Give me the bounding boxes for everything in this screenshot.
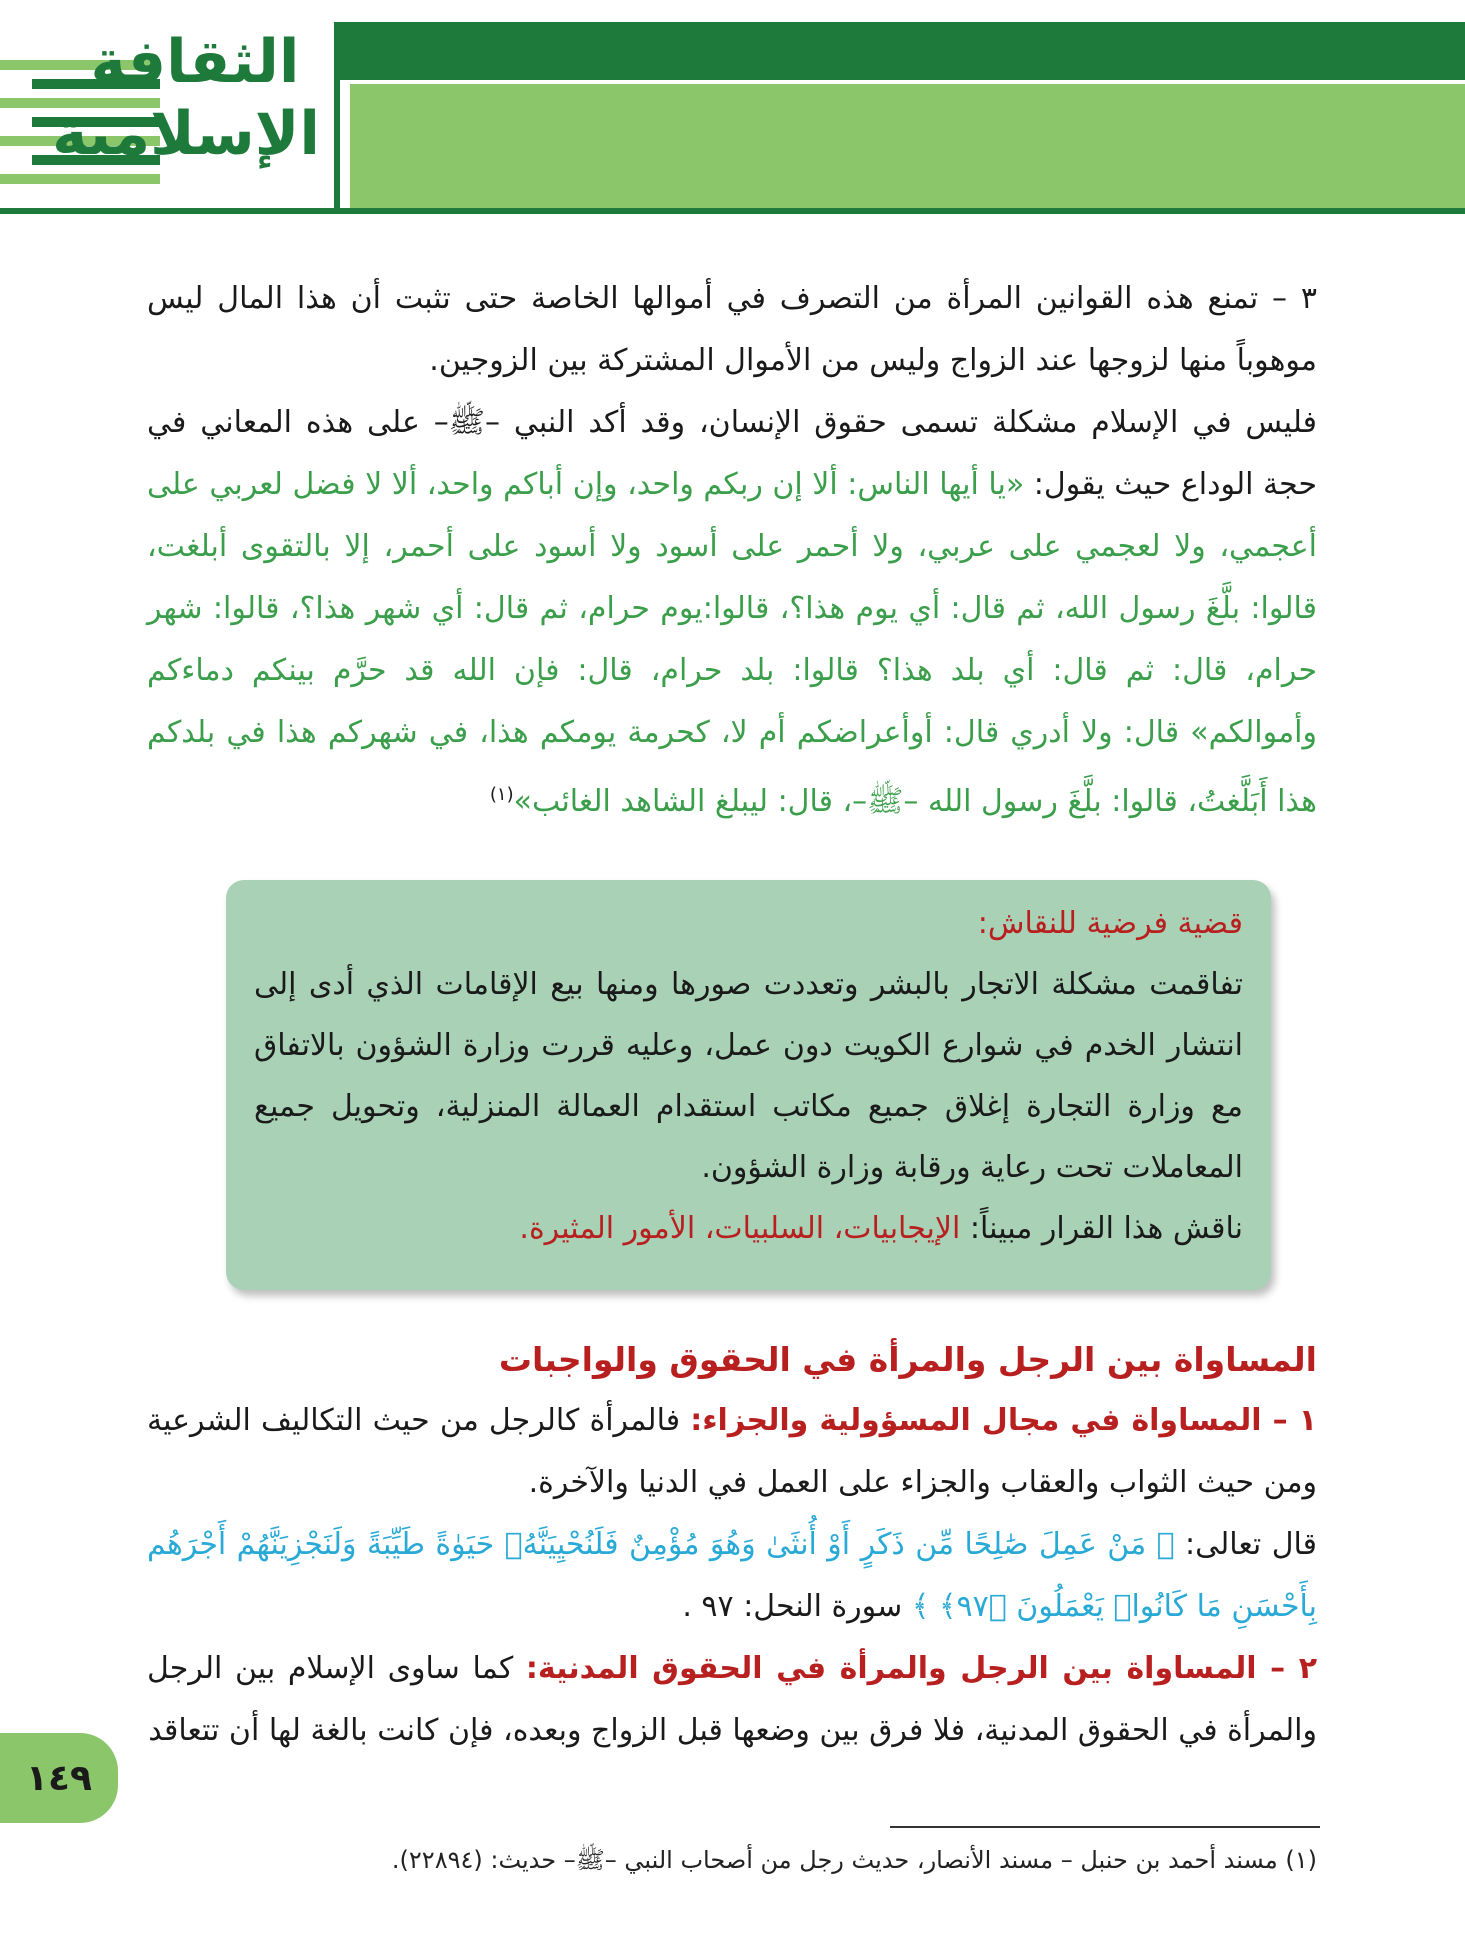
header-light-band (350, 84, 1465, 208)
item-3: ٣ – تمنع هذه القوانين المرأة من التصرف في أموالها الخاصة حتى تثبت أن هذا المال ليس موهوباً منها لزوجها عند الزواج وليس من الأموال المشتركة بين الزوجين. (147, 281, 1317, 378)
logo-title (52, 27, 320, 169)
discussion-text: تفاقمت مشكلة الاتجار بالبشر وتعددت صورها ومنها بيع الإقامات الذي أدى إلى انتشار الخدم في شوارع الكويت دون عمل، وعليه قررت وزارة الشؤون بالاتفاق مع وزارة التجارة إغلاق جميع مكاتب استقدام العمالة المنزلية، وتحويل جميع المعاملات تحت رعاية ورقابة وزارة الشؤون. (254, 967, 1243, 1185)
discussion-prompt-label: ناقش هذا القرار مبيناً: (960, 1211, 1243, 1246)
item-2-text: كما ساوى الإسلام بين الرجل والمرأة في الحقوق المدنية، فلا فرق بين وضعها قبل الزواج وبعده، فإن كانت بالغة لها أن تتعاقد (147, 1651, 1317, 1748)
discussion-prompt-items: الإيجابيات، السلبيات، الأمور المثيرة. (519, 1211, 961, 1246)
logo-line2: الإسلامية (52, 99, 320, 169)
hadith-intro: فليس في الإسلام مشكلة تسمى حقوق الإنسان، وقد أكد النبي –ﷺ– على هذه المعاني في حجة الوداع حيث يقول: (147, 405, 1317, 502)
equality-section (147, 1330, 1317, 1762)
footnote-ref: (١) (489, 784, 514, 805)
quran-citation (147, 1514, 1317, 1638)
item-2-label: ٢ – المساواة بين الرجل والمرأة في الحقوق المدنية: (525, 1651, 1318, 1686)
footnote-rule (890, 1826, 1320, 1828)
page-header (0, 22, 1465, 212)
hadith-quote: «يا أيها الناس: ألا إن ربكم واحد، وإن أباكم واحد، ألا لا فضل لعربي على أعجمي، ولا لعجمي على عربي، ولا أحمر على أسود ولا أسود على أحمر، إلا بالتقوى أبلغت، قالوا: بلَّغَ رسول الله، ثم قال: أي يوم هذا؟، قالوا:يوم حرام، ثم قال: أي شهر هذا؟، قالوا: شهر حرام، قال: ثم قال: أي بلد هذا؟ قالوا: بلد حرام، قال: فإن الله قد حرَّم بينكم دماءكم وأموالكم» قال: ولا أدري قال: أوأعراضكم أم لا، كحرمة يومكم هذا، في شهركم هذا في بلدكم هذا أَبَلَّغتُ، قالوا: بلَّغَ رسول الله –ﷺ–، قال: ليبلغ الشاهد الغائب» (147, 467, 1317, 819)
intro-section (147, 268, 1317, 833)
section-heading: المساواة بين الرجل والمرأة في الحقوق والواجبات (498, 1340, 1317, 1379)
footnote: (١) مسند أحمد بن حنبل – مسند الأنصار، حديث رجل من أصحاب النبي –ﷺ– حديث: (٢٢٨٩٤). (391, 1846, 1317, 1874)
discussion-box (226, 880, 1271, 1290)
item-2 (147, 1638, 1317, 1762)
logo-line1: الثقافة (90, 27, 300, 97)
book-logo (0, 22, 340, 208)
discussion-prompt (254, 1198, 1243, 1259)
item-1-label: ١ – المساواة في مجال المسؤولية والجزاء: (690, 1403, 1317, 1438)
item-1-text: فالمرأة كالرجل من حيث التكاليف الشرعية ومن حيث الثواب والعقاب والجزاء على العمل في الدنيا والآخرة. (147, 1403, 1317, 1500)
quran-verse: ﴿ مَنْ عَمِلَ صَٰلِحًا مِّن ذَكَرٍ أَوْ أُنثَىٰ وَهُوَ مُؤْمِنٌ فَلَنُحْيِيَنَّهُۥ حَيَوٰةً طَيِّبَةً وَلَنَجْزِيَنَّهُمْ أَجْرَهُم بِأَحْسَنِ مَا كَانُوا۟ يَعْمَلُونَ ﴿٩٧﴾ ﴾ (147, 1527, 1317, 1624)
hadith-paragraph (147, 392, 1317, 833)
item-1 (147, 1390, 1317, 1514)
discussion-title: قضية فرضية للنقاش: (977, 906, 1243, 941)
header-dark-band (337, 22, 1465, 80)
quran-ref: سورة النحل: ٩٧ . (682, 1589, 912, 1624)
header-rule (0, 208, 1465, 214)
quran-intro: قال تعالى: (1174, 1527, 1317, 1562)
page-number: ١٤٩ (0, 1733, 118, 1823)
